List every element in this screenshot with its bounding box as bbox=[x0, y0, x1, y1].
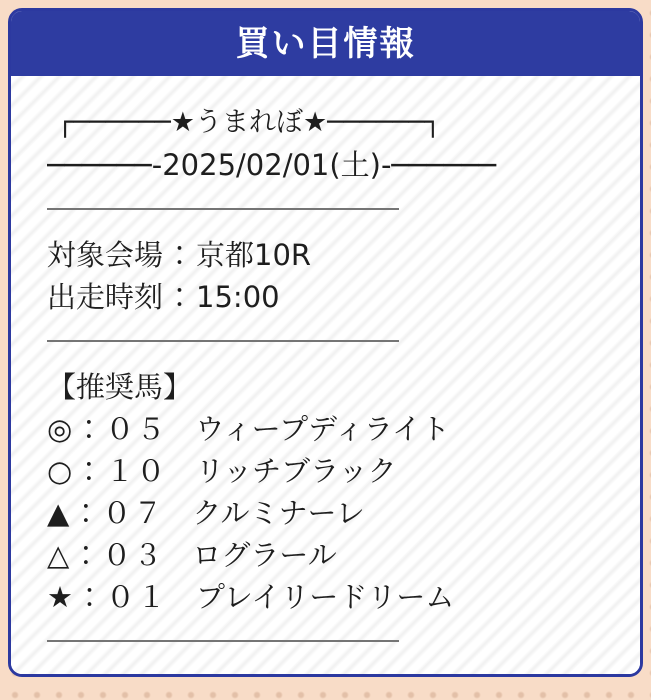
betting-info-card bbox=[8, 8, 643, 677]
star-mark-icon: ★ bbox=[47, 580, 73, 614]
divider bbox=[47, 208, 399, 210]
start-time-label: 出走時刻 bbox=[47, 280, 164, 314]
card-header bbox=[11, 11, 640, 76]
recommended-horses-heading: 【推奨馬】 bbox=[47, 370, 193, 404]
horse-number: ０１ bbox=[106, 580, 169, 614]
colon-separator: ： bbox=[74, 412, 104, 446]
card-body bbox=[11, 76, 640, 677]
colon-separator: ： bbox=[71, 496, 101, 530]
horse-row bbox=[47, 576, 622, 618]
divider bbox=[47, 640, 399, 642]
circle-mark-icon: ○ bbox=[47, 454, 73, 488]
start-time-value: 15:00 bbox=[196, 280, 280, 314]
horse-name: ウィープディライト bbox=[195, 412, 450, 446]
divider bbox=[47, 340, 399, 342]
horse-row bbox=[47, 492, 622, 534]
double-circle-mark-icon: ◎ bbox=[47, 412, 73, 446]
horse-name: プレイリードリーム bbox=[196, 580, 455, 614]
horse-number: ０７ bbox=[102, 496, 165, 530]
horse-number: １０ bbox=[105, 454, 168, 488]
horse-row bbox=[47, 534, 622, 576]
horse-name: ログラール bbox=[192, 538, 337, 572]
site-banner-line: ┌──────★うまれぼ★──────┐ bbox=[57, 107, 441, 138]
horse-number: ０５ bbox=[105, 412, 168, 446]
card-title: 買い目情報 bbox=[235, 23, 416, 64]
colon-separator: ： bbox=[165, 280, 195, 314]
venue-line bbox=[47, 234, 622, 276]
venue-value: 京都10R bbox=[196, 238, 312, 272]
colon-separator: ： bbox=[74, 454, 104, 488]
colon-separator: ： bbox=[75, 580, 105, 614]
colon-separator: ： bbox=[165, 238, 195, 272]
horse-number: ０３ bbox=[102, 538, 165, 572]
open-triangle-mark-icon: △ bbox=[47, 538, 70, 572]
start-time-line bbox=[47, 276, 622, 318]
date-banner-line: ──────-2025/02/01(土)-────── bbox=[47, 148, 497, 182]
venue-label: 対象会場 bbox=[47, 238, 164, 272]
horse-name: リッチブラック bbox=[195, 454, 397, 488]
horse-name: クルミナーレ bbox=[192, 496, 365, 530]
colon-separator: ： bbox=[71, 538, 101, 572]
horse-row bbox=[47, 450, 622, 492]
horse-row bbox=[47, 408, 622, 450]
filled-triangle-mark-icon: ▲ bbox=[47, 496, 70, 530]
